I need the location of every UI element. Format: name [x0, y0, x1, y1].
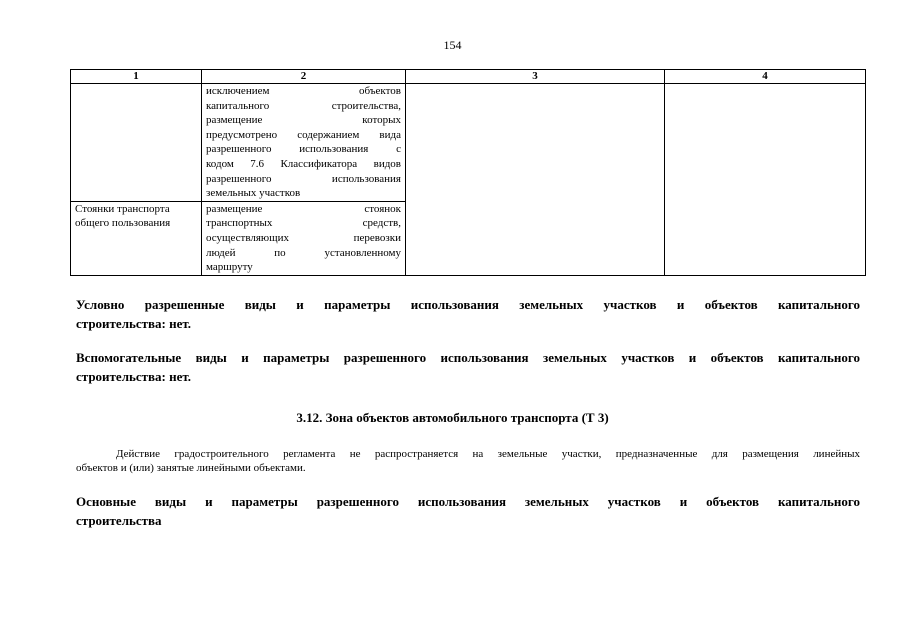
table-header-cell: 1 — [71, 70, 202, 84]
land-use-table — [70, 69, 866, 276]
table-header-row — [71, 70, 866, 84]
auxiliary-uses-paragraph — [76, 348, 860, 386]
regulation-note-paragraph — [76, 447, 860, 475]
cell-text-line: предусмотрено содержанием вида — [206, 128, 401, 141]
table-cell-restrictions — [665, 84, 866, 276]
table-cell-use-description — [202, 84, 406, 202]
table-cell-use-description — [202, 201, 406, 275]
table-header-cell: 2 — [202, 70, 406, 84]
section-heading: 3.12. Зона объектов автомобильного транспорта (Т 3) — [296, 410, 609, 425]
table-cell-use-name — [71, 201, 202, 275]
table-row — [71, 84, 866, 202]
conditional-uses-paragraph — [76, 295, 860, 333]
paragraph-line: строительства: нет. — [76, 316, 192, 331]
cell-text-line: разрешенного использования — [206, 172, 401, 185]
cell-text-line: Стоянки транспорта — [75, 202, 170, 215]
table-cell-use-name — [71, 84, 202, 202]
cell-text-line: разрешенного использования с — [206, 143, 401, 156]
main-uses-paragraph — [76, 492, 860, 530]
cell-text-line: земельных участков — [206, 187, 301, 200]
table-cell-params — [406, 84, 665, 276]
paragraph-line: строительства: нет. — [76, 369, 192, 384]
page-number: 154 — [443, 38, 462, 52]
paragraph-line: Условно разрешенные виды и параметры использования земельных участков и объектов капитального — [76, 297, 860, 312]
cell-text-line: общего пользования — [75, 217, 171, 230]
paragraph-line: Основные виды и параметры разрешенного использования земельных участков и объектов капитального — [76, 494, 860, 509]
cell-text-line: транспортных средств, — [206, 217, 401, 230]
table-header-cell: 4 — [665, 70, 866, 84]
cell-text-line: людей по установленному — [206, 246, 401, 259]
paragraph-line: объектов и (или) занятые линейными объектами. — [76, 462, 306, 474]
paragraph-line: строительства — [76, 513, 162, 528]
cell-text-line: размещение стоянок — [206, 202, 401, 215]
cell-text-line: капитального строительства, — [206, 99, 401, 112]
cell-text-line: маршруту — [206, 261, 253, 274]
cell-text-line: кодом 7.6 Классификатора видов — [206, 157, 401, 170]
paragraph-line: Действие градостроительного регламента не распространяется на земельные участки, предназначенные для размещения линейных — [116, 448, 860, 460]
paragraph-line: Вспомогательные виды и параметры разрешенного использования земельных участков и объектов капитального — [76, 350, 860, 365]
cell-text-line: исключением объектов — [206, 85, 401, 97]
table-header-cell: 3 — [406, 70, 665, 84]
cell-text-line: осуществляющих перевозки — [206, 231, 401, 244]
cell-text-line: размещение которых — [206, 114, 401, 127]
